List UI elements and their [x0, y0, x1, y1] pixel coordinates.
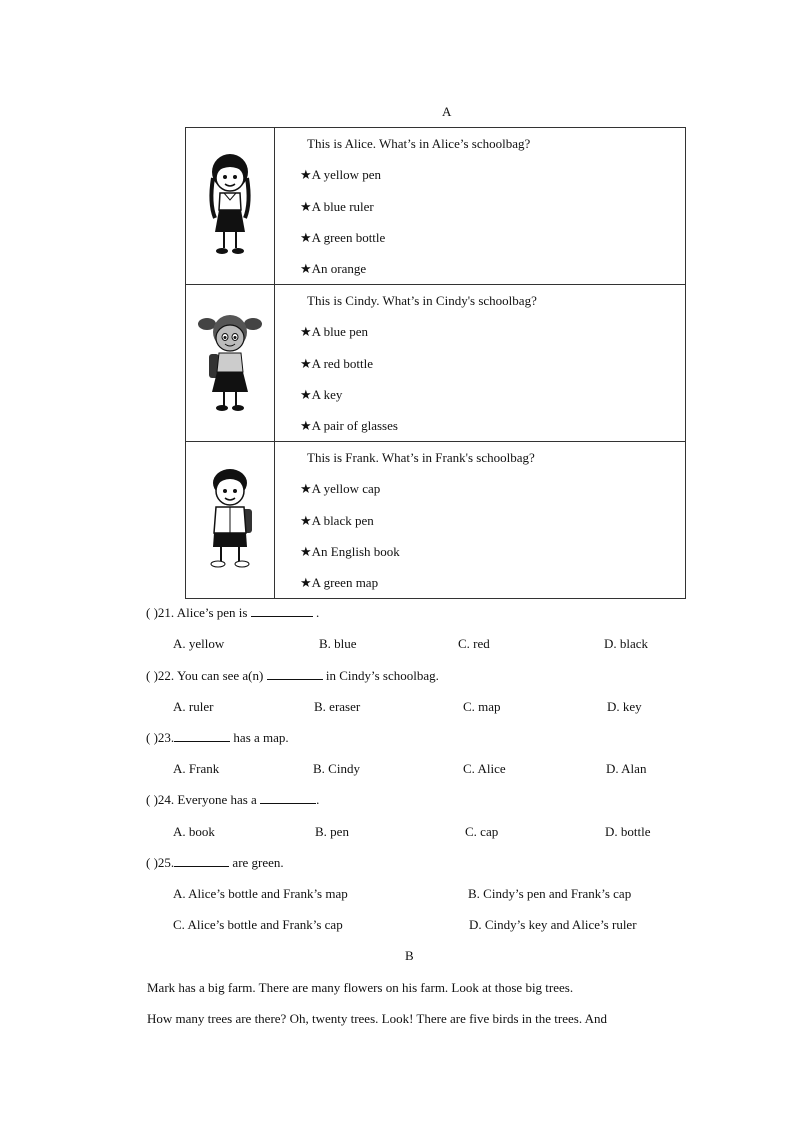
option-a[interactable]: A. Frank	[173, 761, 220, 776]
option-b[interactable]: B. eraser	[314, 699, 361, 714]
option-a[interactable]: A. ruler	[173, 699, 214, 714]
question-stem-end: in Cindy’s schoolbag.	[322, 668, 439, 683]
option-a[interactable]: A. book	[173, 824, 215, 839]
option-b[interactable]: B. Cindy	[313, 761, 360, 776]
table-row	[186, 442, 686, 599]
question-22	[146, 668, 439, 684]
question-stem: 23.	[157, 730, 175, 745]
list-item: ★A blue pen	[300, 324, 368, 339]
list-item: ★An English book	[300, 544, 400, 559]
list-item: ★A yellow cap	[300, 481, 381, 496]
frank-boy-icon	[200, 463, 260, 573]
answer-blank	[260, 792, 316, 804]
question-23	[146, 730, 289, 746]
list-item: ★A yellow pen	[300, 167, 381, 182]
cindy-picture-cell	[186, 285, 275, 442]
frank-picture-cell	[186, 442, 275, 599]
frank-intro: This is Frank. What’s in Frank's schoolbag?	[307, 450, 535, 465]
question-21	[146, 605, 319, 621]
option-c[interactable]: C. Alice	[463, 761, 506, 776]
question-stem-end: .	[316, 792, 320, 807]
list-item: ★An orange	[300, 261, 367, 276]
answer-paren[interactable]: ( )	[146, 792, 158, 807]
option-c[interactable]: C. map	[463, 699, 501, 714]
answer-blank	[251, 605, 313, 617]
answer-blank	[174, 855, 229, 867]
list-item: ★A black pen	[300, 513, 374, 528]
option-d[interactable]: D. bottle	[605, 824, 651, 839]
list-item: ★A blue ruler	[300, 199, 374, 214]
alice-girl-icon	[205, 148, 255, 260]
answer-paren[interactable]: ( )	[146, 855, 158, 870]
question-stem: 25.	[157, 855, 175, 870]
question-24	[146, 792, 319, 808]
option-b[interactable]: B. Cindy’s pen and Frank’s cap	[468, 886, 632, 901]
alice-picture-cell	[186, 128, 275, 285]
question-25	[146, 855, 284, 871]
frank-text-cell	[275, 442, 686, 599]
answer-paren[interactable]: ( )	[146, 668, 158, 683]
question-stem: 22. You can see a(n)	[157, 668, 264, 683]
answer-blank	[267, 668, 323, 680]
question-stem-end: are green.	[229, 855, 284, 870]
table-row	[186, 285, 686, 442]
question-stem: 21. Alice’s pen is	[157, 605, 248, 620]
passage-b-line-2: How many trees are there? Oh, twenty trees. Look! There are five birds in the trees. And	[147, 1011, 608, 1026]
cindy-girl-icon	[195, 306, 265, 416]
answer-paren[interactable]: ( )	[146, 605, 158, 620]
alice-intro: This is Alice. What’s in Alice’s schoolbag?	[307, 136, 531, 151]
option-d[interactable]: D. Cindy’s key and Alice’s ruler	[469, 917, 637, 932]
option-c[interactable]: C. Alice’s bottle and Frank’s cap	[173, 917, 343, 932]
list-item: ★A pair of glasses	[300, 418, 398, 433]
answer-paren[interactable]: ( )	[146, 730, 158, 745]
option-b[interactable]: B. blue	[319, 636, 357, 651]
option-b[interactable]: B. pen	[315, 824, 349, 839]
passage-a-table	[185, 127, 686, 599]
question-stem-end: has a map.	[230, 730, 289, 745]
option-d[interactable]: D. Alan	[606, 761, 647, 776]
option-c[interactable]: C. cap	[465, 824, 499, 839]
passage-b-line-1: Mark has a big farm. There are many flowers on his farm. Look at those big trees.	[147, 980, 574, 995]
alice-text-cell	[275, 128, 686, 285]
cindy-text-cell	[275, 285, 686, 442]
list-item: ★A red bottle	[300, 356, 374, 371]
option-c[interactable]: C. red	[458, 636, 490, 651]
option-a[interactable]: A. Alice’s bottle and Frank’s map	[173, 886, 348, 901]
section-b-label: B	[405, 948, 414, 963]
question-stem: 24. Everyone has a	[157, 792, 257, 807]
option-a[interactable]: A. yellow	[173, 636, 225, 651]
list-item: ★A green map	[300, 575, 379, 590]
question-stem-end: .	[312, 605, 320, 620]
list-item: ★A key	[300, 387, 343, 402]
answer-blank	[174, 730, 230, 742]
section-a-label: A	[442, 104, 452, 119]
option-d[interactable]: D. key	[607, 699, 642, 714]
table-row	[186, 128, 686, 285]
cindy-intro: This is Cindy. What’s in Cindy's schoolbag?	[307, 293, 537, 308]
option-d[interactable]: D. black	[604, 636, 649, 651]
list-item: ★A green bottle	[300, 230, 386, 245]
